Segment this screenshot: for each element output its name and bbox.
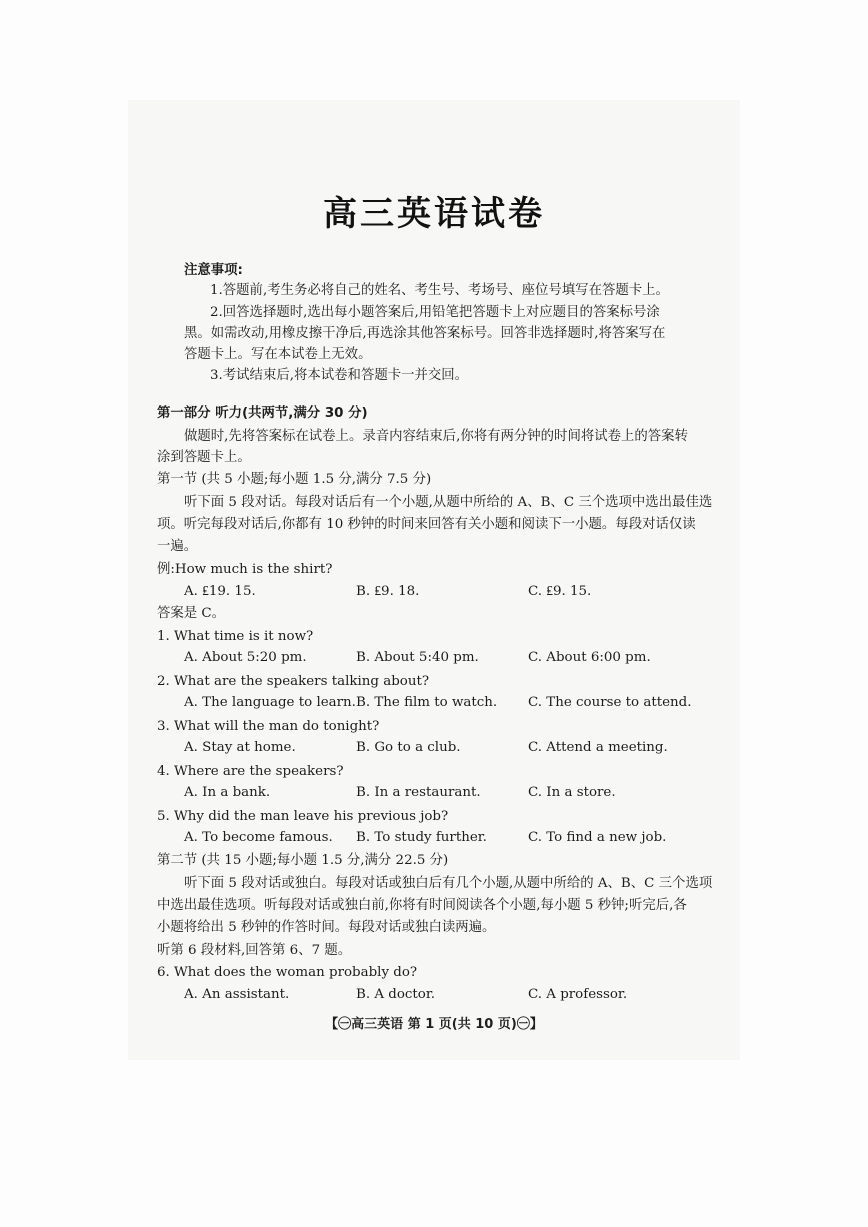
page-title: 高三英语试卷: [323, 194, 545, 234]
section1-heading: 第一节 (共 5 小题;每小题 1.5 分,满分 7.5 分): [157, 472, 432, 487]
question: 4. Where are the speakers?: [157, 764, 344, 779]
option: A. In a bank.: [184, 785, 271, 800]
option: A. Stay at home.: [184, 740, 296, 755]
option: B. A doctor.: [356, 987, 436, 1002]
material-note: 听第 6 段材料,回答第 6、7 题。: [157, 943, 352, 958]
notice-line: 1.答题前,考生务必将自己的姓名、考生号、考场号、座位号填写在答题卡上。: [210, 283, 669, 298]
notice-line: 3.考试结束后,将本试卷和答题卡一并交回。: [210, 368, 469, 383]
option: C. Attend a meeting.: [528, 740, 668, 755]
option: B. Go to a club.: [356, 740, 461, 755]
example-answer: 答案是 C。: [157, 606, 226, 621]
part1-intro-line: 涂到答题卡上。: [157, 450, 251, 465]
example-option: A. ₤19. 15.: [184, 584, 256, 599]
option: A. To become famous.: [184, 830, 333, 845]
paper-sheet: [128, 100, 740, 1060]
option: C. About 6:00 pm.: [528, 650, 651, 665]
section2-intro-line: 中选出最佳选项。听每段对话或独白前,你将有时间阅读各个小题,每小题 5 秒钟;听完后,各: [157, 898, 687, 913]
option: A. An assistant.: [184, 987, 290, 1002]
page-footer: 【㊀高三英语 第 1 页(共 10 页)㊀】: [325, 1017, 543, 1032]
section2-intro-line: 小题将给出 5 秒钟的作答时间。每段对话或独白读两遍。: [157, 920, 496, 935]
example-option: B. ₤9. 18.: [356, 584, 420, 599]
option: B. In a restaurant.: [356, 785, 481, 800]
notice-line: 黑。如需改动,用橡皮擦干净后,再选涂其他答案标号。回答非选择题时,将答案写在: [184, 326, 666, 341]
section1-intro-line: 听下面 5 段对话。每段对话后有一个小题,从题中所给的 A、B、C 三个选项中选出最佳选: [184, 495, 713, 510]
question: 3. What will the man do tonight?: [157, 719, 380, 734]
option: B. The film to watch.: [356, 695, 498, 710]
option: C. The course to attend.: [528, 695, 692, 710]
part1-intro-line: 做题时,先将答案标在试卷上。录音内容结束后,你将有两分钟的时间将试卷上的答案转: [184, 429, 688, 444]
notice-line: 2.回答选择题时,选出每小题答案后,用铅笔把答题卡上对应题目的答案标号涂: [210, 305, 660, 320]
question: 5. Why did the man leave his previous job?: [157, 809, 449, 824]
option: A. The language to learn.: [184, 695, 356, 710]
notice-heading: 注意事项:: [184, 263, 243, 278]
option: C. A professor.: [528, 987, 628, 1002]
option: B. To study further.: [356, 830, 487, 845]
question: 2. What are the speakers talking about?: [157, 674, 430, 689]
part1-heading: 第一部分 听力(共两节,满分 30 分): [157, 406, 368, 421]
section1-intro-line: 一遍。: [157, 539, 198, 554]
option: B. About 5:40 pm.: [356, 650, 479, 665]
example-option: C. ₤9. 15.: [528, 584, 592, 599]
question: 1. What time is it now?: [157, 629, 314, 644]
section2-heading: 第二节 (共 15 小题;每小题 1.5 分,满分 22.5 分): [157, 853, 449, 868]
option: C. In a store.: [528, 785, 616, 800]
section2-intro-line: 听下面 5 段对话或独白。每段对话或独白后有几个小题,从题中所给的 A、B、C 三个选项: [184, 876, 713, 891]
option: A. About 5:20 pm.: [184, 650, 307, 665]
option: C. To find a new job.: [528, 830, 667, 845]
question: 6. What does the woman probably do?: [157, 965, 418, 980]
example-question: 例:How much is the shirt?: [157, 562, 333, 577]
section1-intro-line: 项。听完每段对话后,你都有 10 秒钟的时间来回答有关小题和阅读下一小题。每段对话仅读: [157, 517, 696, 532]
notice-line: 答题卡上。写在本试卷上无效。: [184, 347, 372, 362]
